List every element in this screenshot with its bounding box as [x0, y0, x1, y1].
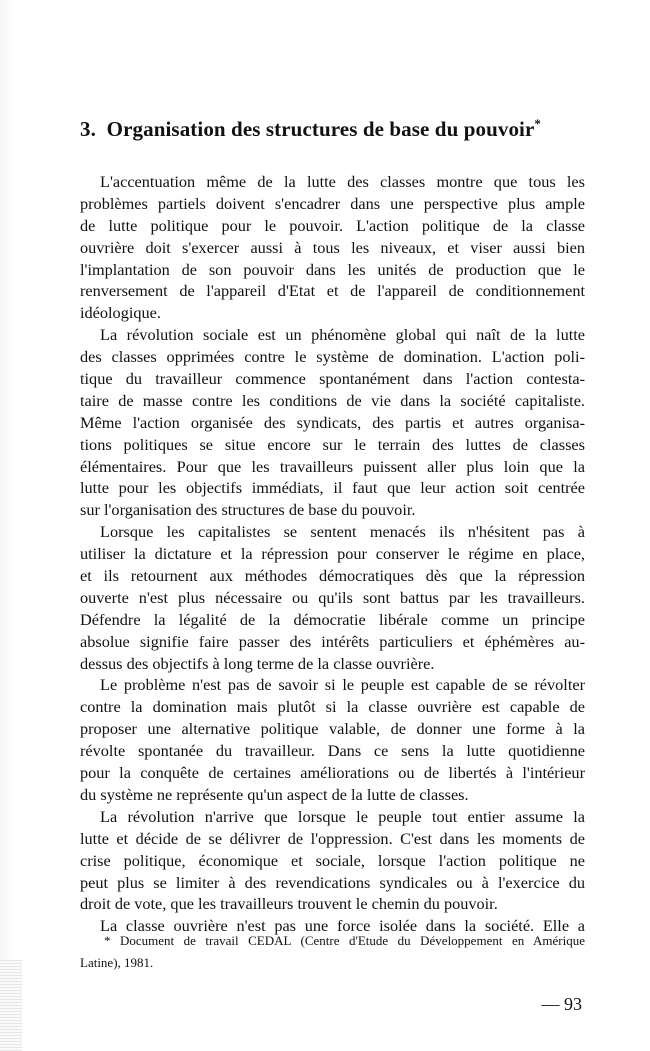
text-line: Le problème n'est pas de savoir si le peuple est capable de se révolter: [100, 675, 585, 695]
footnote: [80, 930, 585, 974]
page-number: — 93: [541, 994, 582, 1014]
text-line: élémentaires. Pour que les travailleurs puissent aller plus loin que la: [80, 456, 585, 476]
text-line: contre la domination mais plutôt si la classe ouvrière est capable de: [80, 697, 585, 717]
text-line: taire de masse contre les conditions de vie dans la société capitaliste.: [80, 390, 585, 410]
paragraph: [80, 674, 585, 805]
text-line: L'accentuation même de la lutte des classes montre que tous les: [100, 172, 585, 191]
section-heading: [80, 116, 541, 142]
text-line: idéologique.: [80, 303, 161, 323]
text-line: lutte et décide de se délivrer de l'oppression. C'est dans les moments de: [80, 828, 585, 848]
text-line: ouverte n'est plus nécessaire ou qu'ils sont battus par les travailleurs.: [80, 587, 585, 607]
text-line: et ils retournent aux méthodes démocratiques dès que la répression: [80, 566, 585, 586]
text-line: pour la conquête de certaines améliorations ou de libertés à l'intérieur: [80, 763, 585, 783]
text-line: crise politique, économique et sociale, lorsque l'action politique ne: [80, 850, 585, 870]
footnote-marker: *: [534, 116, 542, 131]
paragraph: [80, 806, 585, 915]
text-line: Défendre la légalité de la démocratie libérale comme un principe: [80, 609, 585, 629]
text-line: du système ne représente qu'un aspect de la lutte de classes.: [80, 784, 469, 804]
text-line: droit de vote, que les travailleurs trouvent le chemin du pouvoir.: [80, 894, 498, 914]
text-line: sur l'organisation des structures de base du pouvoir.: [80, 500, 416, 520]
text-line: révolte spontanée du travailleur. Dans ce sens la lutte quotidienne: [80, 741, 585, 761]
text-line: tions politiques se situe encore sur le terrain des luttes de classes: [80, 434, 585, 454]
text-line: proposer une alternative politique valable, de donner une forme à la: [80, 719, 585, 739]
text-line: des classes opprimées contre le système de domination. L'action poli-: [80, 347, 585, 367]
paragraph: [80, 171, 585, 324]
text-line: La révolution n'arrive que lorsque le peuple tout entier assume la: [100, 806, 585, 826]
text-line: La classe ouvrière n'est pas une force isolée dans la société. Elle a: [100, 916, 585, 936]
text-line: peut plus se limiter à des revendications syndicales ou à l'exercice du: [80, 872, 585, 892]
scan-edge-artifact: [0, 960, 22, 1051]
text-line: tique du travailleur commence spontanément dans l'action contesta-: [80, 369, 585, 389]
section-number: 3.: [80, 117, 96, 141]
footnote-line: Latine), 1981.: [80, 954, 154, 970]
text-line: La révolution sociale est un phénomène global qui naît de la lutte: [100, 325, 585, 345]
scan-edge: [0, 0, 14, 1051]
text-line: ouvrière doit s'exercer aussi à tous les niveaux, et viser aussi bien: [80, 237, 585, 257]
text-line: dessus des objectifs à long terme de la classe ouvrière.: [80, 653, 435, 673]
text-line: renversement de l'appareil d'Etat et de l'appareil de conditionnement: [80, 281, 585, 301]
text-line: problèmes partiels doivent s'encadrer dans une perspective plus ample: [80, 193, 585, 213]
footnote-line: * Document de travail CEDAL (Centre d'Etude du Développement en Amérique: [104, 933, 585, 948]
text-line: utiliser la dictature et la répression pour conserver le régime en place,: [80, 544, 585, 564]
text-line: absolue signifie faire passer des intérêts particuliers et éphémères au-: [80, 631, 585, 651]
paragraph: [80, 324, 585, 521]
text-line: l'implantation de son pouvoir dans les unités de production que le: [80, 259, 585, 279]
text-line: de lutte politique pour le pouvoir. L'action politique de la classe: [80, 215, 585, 235]
body-text: [80, 171, 585, 937]
text-line: Même l'action organisée des syndicats, des partis et autres organisa-: [80, 412, 585, 432]
text-line: lutte pour les objectifs immédiats, il faut que leur action soit centrée: [80, 478, 585, 498]
section-title: Organisation des structures de base du pouvoir: [106, 117, 535, 141]
text-line: Lorsque les capitalistes se sentent menacés ils n'hésitent pas à: [100, 522, 585, 542]
paragraph: [80, 521, 585, 674]
